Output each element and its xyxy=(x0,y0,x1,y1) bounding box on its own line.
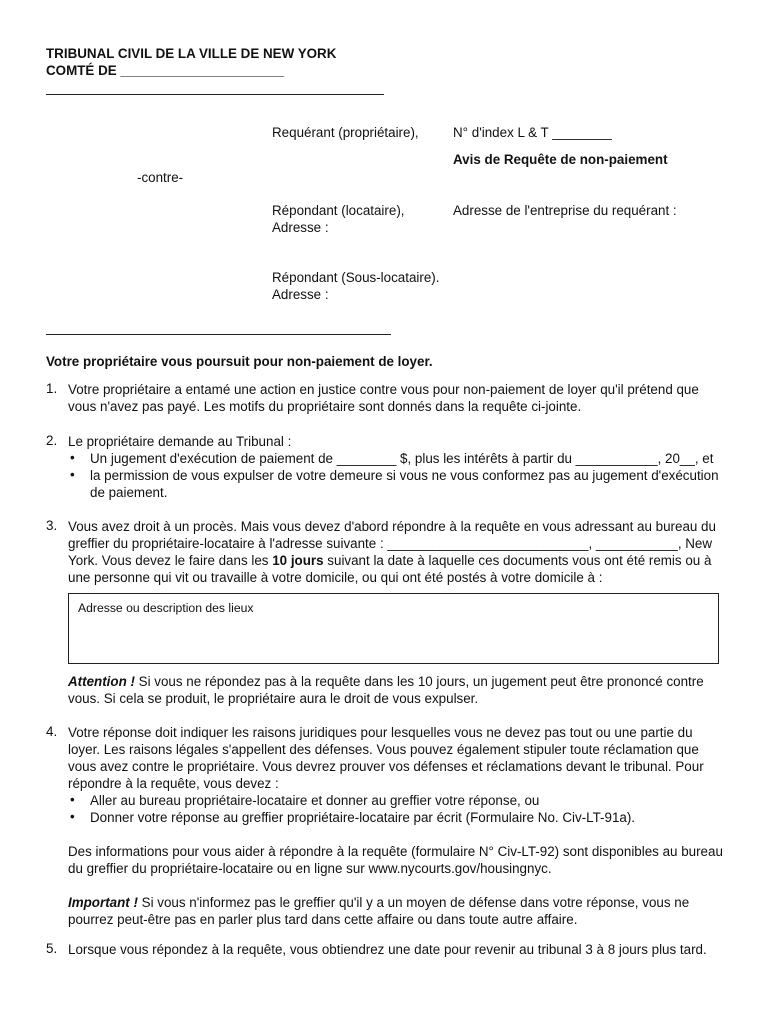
attention-text: Si vous ne répondez pas à la requête dans les 10 jours, un jugement peut être prononcé contre vous. Si cela se produit, le propriétaire aura le droit de vous expulser. xyxy=(68,674,704,706)
premises-address-box[interactable] xyxy=(68,593,719,664)
item-5-number: 5. xyxy=(46,941,58,956)
item-3-deadline: 10 jours xyxy=(272,553,324,568)
item-3-text-before: Vous avez droit à un procès. Mais vous devez d'abord répondre à la requête en vous adressant au bureau du greffier du propriétaire-locataire à l'adresse suivante : ___________________________, ___________, New York. Vous devez le faire dans les xyxy=(68,519,716,568)
item-4-text: Votre réponse doit indiquer les raisons juridiques pour lesquelles vous ne devez pas tout ou une partie du loyer. Les raisons légales s'appellent des défenses. Vous pouvez également stipuler toute réclamation que vous avez contre le propriétaire. Vous devrez prouver vos défenses et réclamations devant le tribunal. Pour répondre à la requête, vous devez : xyxy=(68,725,704,791)
important-label: Important ! xyxy=(68,895,138,910)
court-title: TRIBUNAL CIVIL DE LA VILLE DE NEW YORK xyxy=(46,46,337,61)
petitioner-label: Requérant (propriétaire), xyxy=(272,125,419,140)
county-line: COMTÉ DE ______________________ xyxy=(46,63,285,78)
item-2-intro: Le propriétaire demande au Tribunal : xyxy=(68,434,292,449)
item-4-number: 4. xyxy=(46,724,58,739)
item-2-number: 2. xyxy=(46,433,58,448)
important-note xyxy=(68,894,728,928)
respondent-tenant-label: Répondant (locataire), xyxy=(272,203,405,218)
item-2-bullet-eviction: la permission de vous expulser de votre demeure si vous ne vous conformez pas au jugement d'exécution de paiement. xyxy=(90,468,719,500)
respondent-subtenant-label: Répondant (Sous-locataire). xyxy=(272,270,440,285)
respondent-subtenant-address: Adresse : xyxy=(272,287,329,302)
attention-label: Attention ! xyxy=(68,674,135,689)
caption-divider-bottom xyxy=(46,334,391,335)
item-4-info: Des informations pour vous aider à répondre à la requête (formulaire N° Civ-LT-92) sont disponibles au bureau du greffier du propriétaire-locataire ou en ligne sur www.nycourts.gov/housingnyc. xyxy=(68,844,723,876)
item-4-bullet-writing: Donner votre réponse au greffier propriétaire-locataire par écrit (Formulaire No. Civ-LT-91a). xyxy=(90,810,636,825)
bullet-dot: • xyxy=(70,450,75,465)
item-3-number: 3. xyxy=(46,518,58,533)
attention-note xyxy=(68,673,728,707)
item-3-text xyxy=(68,518,728,586)
item-5-text: Lorsque vous répondez à la requête, vous obtiendrez une date pour revenir au tribunal 3 à 8 jours plus tard. xyxy=(68,942,707,957)
bullet-dot: • xyxy=(70,467,75,482)
bullet-dot: • xyxy=(70,809,75,824)
item-1-number: 1. xyxy=(46,381,58,396)
item-2-bullet-judgment: Un jugement d'exécution de paiement de ________ $, plus les intérêts à partir du ___________, 20__, et xyxy=(90,451,714,466)
premises-address-label: Adresse ou description des lieux xyxy=(78,601,254,615)
notice-title: Avis de Requête de non-paiement xyxy=(453,152,668,167)
against-label: -contre- xyxy=(137,170,184,185)
important-text: Si vous n'informez pas le greffier qu'il y a un moyen de défense dans votre réponse, vous ne pourrez peut-être pas en parler plus tard dans cette affaire ou dans toute autre affaire. xyxy=(68,895,690,927)
item-4-bullet-office: Aller au bureau propriétaire-locataire et donner au greffier votre réponse, ou xyxy=(90,793,540,808)
section-heading: Votre propriétaire vous poursuit pour non-paiement de loyer. xyxy=(46,354,433,369)
index-number: N° d'index L & T ________ xyxy=(453,125,612,140)
caption-divider-top xyxy=(46,94,384,95)
item-3-text-after: suivant la date à laquelle ces documents vous ont été remis ou à une personne qui vit ou travaille à votre domicile, ou qui ont été postés à votre domicile à : xyxy=(68,553,712,585)
item-1-text: Votre propriétaire a entamé une action en justice contre vous pour non-paiement de loyer qu'il prétend que vous n'avez pas payé. Les motifs du propriétaire sont donnés dans la requête ci-jointe. xyxy=(68,382,699,414)
petitioner-business-address: Adresse de l'entreprise du requérant : xyxy=(453,203,677,218)
bullet-dot: • xyxy=(70,792,75,807)
respondent-tenant-address: Adresse : xyxy=(272,220,329,235)
